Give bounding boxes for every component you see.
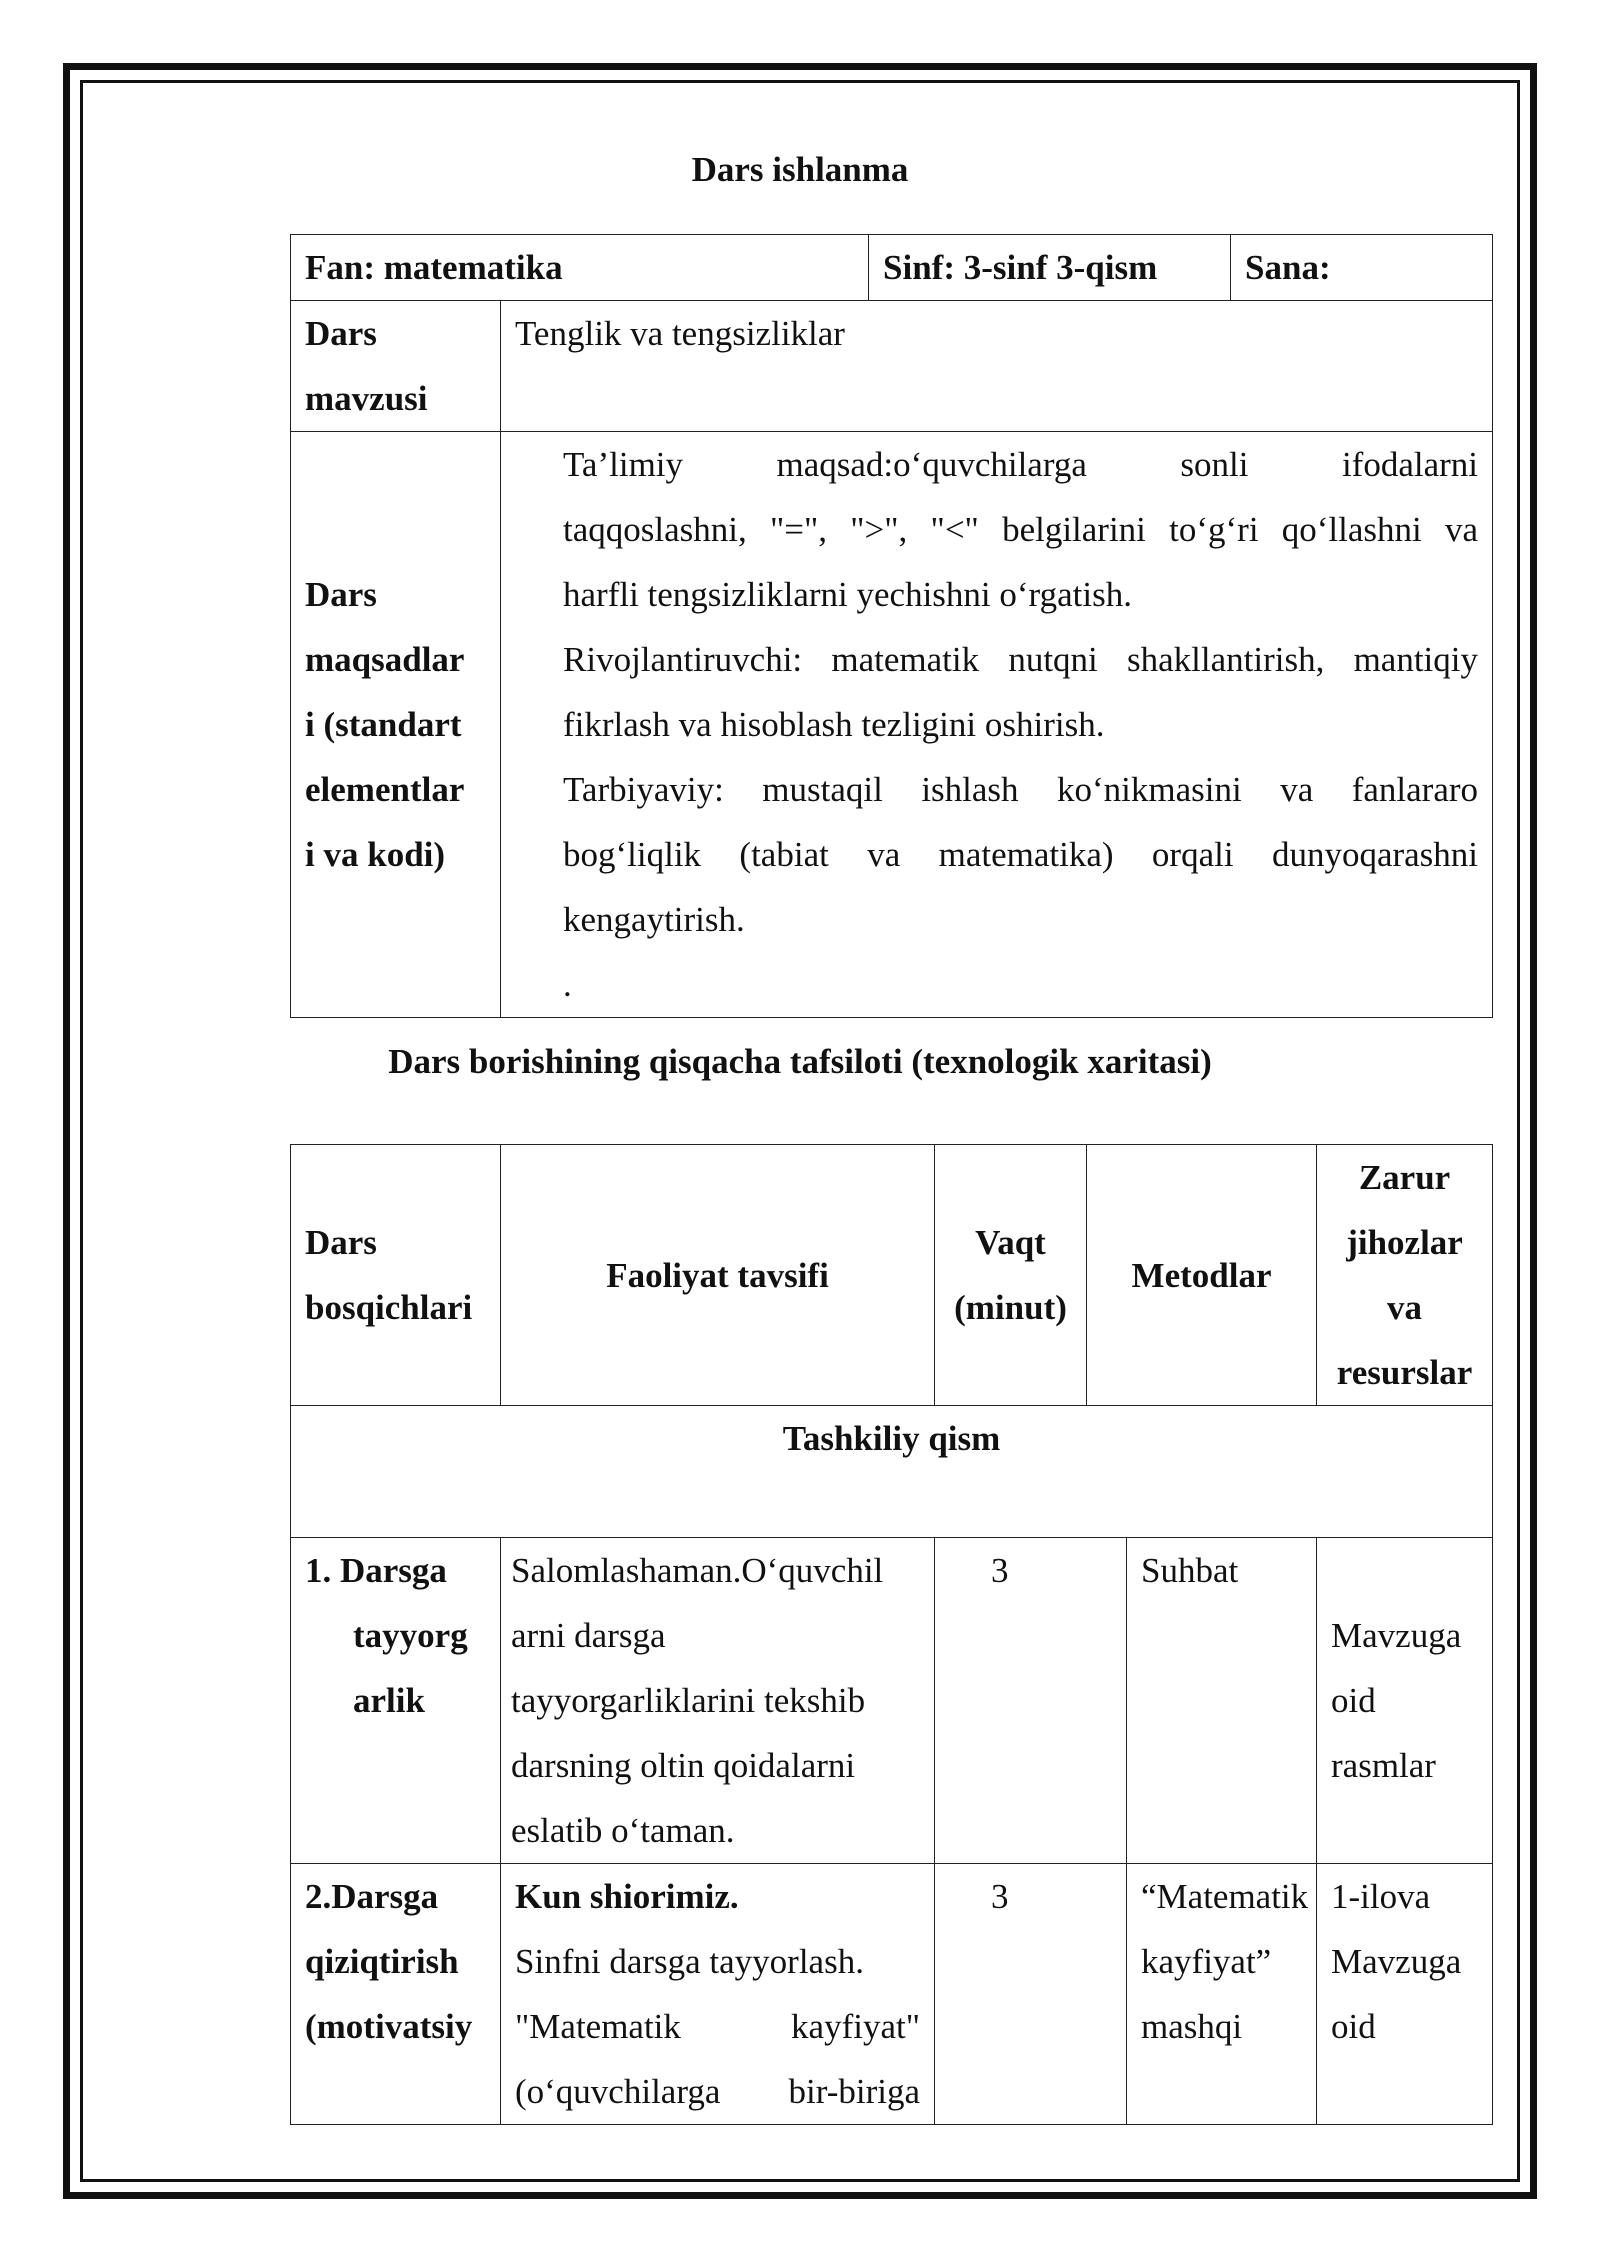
goal-line: taqqoslashni, "=", ">", "<" belgilarini to‘g‘ri qo‘llashni va [563, 510, 1479, 549]
resource-cell: 1-ilova Mavzuga oid [1317, 1864, 1493, 2125]
header-methods: Metodlar [1087, 1145, 1317, 1406]
goal-line: kengaytirish. [563, 900, 745, 939]
header-resources: Zarur jihozlar va resurslar [1317, 1145, 1493, 1406]
header-time: Vaqt (minut) [935, 1145, 1087, 1406]
goal-line: harfli tengsizliklarni yechishni o‘rgatish. [563, 575, 1132, 614]
stage-cell: 1. Darsga tayyorg arlik [291, 1538, 501, 1864]
stage-cell: 2.Darsga qiziqtirish (motivatsiy [291, 1864, 501, 2125]
section-row-organizational: Tashkiliy qism [291, 1406, 1493, 1538]
method-cell: Suhbat [1127, 1538, 1317, 1864]
goal-line: Ta’limiy maqsad:o‘quvchilarga sonli ifodalarni [563, 445, 1479, 484]
goal-line: Tarbiyaviy: mustaqil ishlash ko‘nikmasini va fanlararo [563, 770, 1479, 809]
goal-line: fikrlash va hisoblash tezligini oshirish. [563, 705, 1105, 744]
resource-cell: Mavzuga oid rasmlar [1317, 1538, 1493, 1864]
table-row [291, 1538, 1493, 1864]
goal-line: Rivojlantiruvchi: matematik nutqni shakllantirish, mantiqiy [563, 640, 1479, 679]
subject-cell: Fan: matematika [291, 235, 869, 301]
time-cell: 3 [935, 1864, 1127, 2125]
header-stage: Dars bosqichlari [291, 1145, 501, 1406]
date-cell: Sana: [1231, 235, 1493, 301]
lesson-info-table [290, 234, 1493, 1018]
table-row [291, 1864, 1493, 2125]
lesson-plan-table [290, 1144, 1493, 2125]
topic-label: Dars mavzusi [291, 301, 501, 432]
activity-cell: Salomlashaman.O‘quvchil arni darsga tayyorgarliklarini tekshib darsning oltin qoidalarni eslatib o‘taman. [501, 1538, 935, 1864]
activity-cell: Kun shiorimiz. Sinfni darsga tayyorlash. "Matematik kayfiyat" (o‘quvchilarga bir-biriga [501, 1864, 935, 2125]
goals-text [501, 432, 1493, 1018]
page-title: Dars ishlanma [691, 150, 909, 189]
section-title: Dars borishining qisqacha tafsiloti (texnologik xaritasi) [388, 1042, 1212, 1081]
header-activity: Faoliyat tavsifi [501, 1145, 935, 1406]
grade-cell: Sinf: 3-sinf 3-qism [869, 235, 1231, 301]
topic-value: Tenglik va tengsizliklar [501, 301, 1493, 432]
goal-line: . [563, 965, 572, 1004]
time-cell: 3 [935, 1538, 1127, 1864]
method-cell: “Matematik kayfiyat” mashqi [1127, 1864, 1317, 2125]
goals-label: Dars maqsadlar i (standart elementlar i va kodi) [291, 432, 501, 1018]
goal-line: bog‘liqlik (tabiat va matematika) orqali dunyoqarashni [563, 835, 1479, 874]
